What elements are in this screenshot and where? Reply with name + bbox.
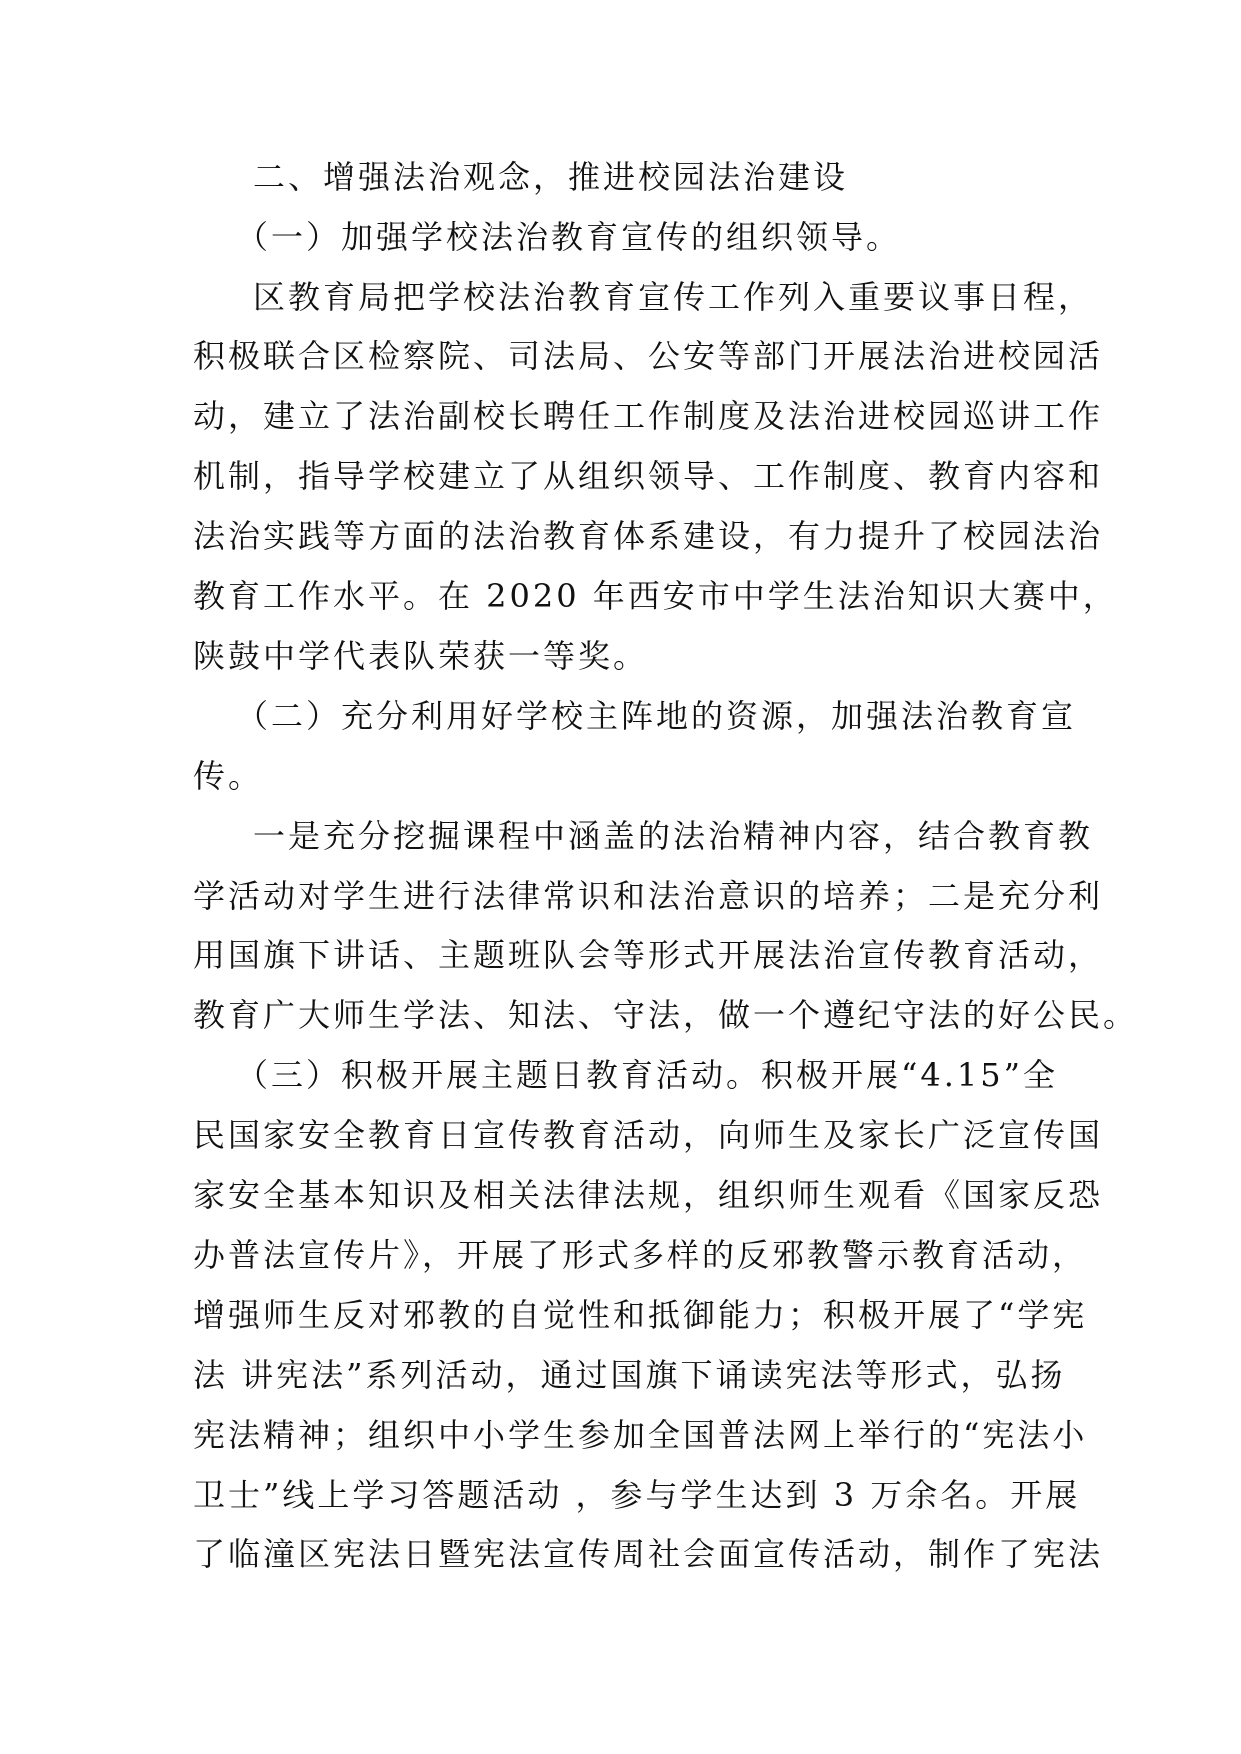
paragraph-1-line-1: 区教育局把学校法治教育宣传工作列入重要议事日程，: [253, 278, 1094, 316]
paragraph-2-line-2: 学活动对学生进行法律常识和法治意识的培养；二是充分利: [193, 877, 1104, 915]
paragraph-3-line-1: （三）积极开展主题日教育活动。积极开展“4.15”全: [236, 1056, 1058, 1094]
paragraph-2-line-3: 用国旗下讲话、主题班队会等形式开展法治宣传教育活动，: [193, 936, 1104, 974]
paragraph-1-line-3: 动，建立了法治副校长聘任工作制度及法治进校园巡讲工作: [193, 397, 1104, 435]
paragraph-2-line-4: 教育广大师生学法、知法、守法，做一个遵纪守法的好公民。: [193, 996, 1139, 1034]
paragraph-3-line-6: 法 讲宪法”系列活动，通过国旗下诵读宪法等形式，弘扬: [193, 1356, 1066, 1394]
paragraph-2-line-1: 一是充分挖掘课程中涵盖的法治精神内容，结合教育教: [253, 817, 1094, 855]
paragraph-1-line-6: 教育工作水平。在 2020 年西安市中学生法治知识大赛中，: [193, 577, 1118, 615]
paragraph-3-line-7: 宪法精神；组织中小学生参加全国普法网上举行的“宪法小: [193, 1416, 1088, 1454]
subsection-heading-2-line-1: （二）充分利用好学校主阵地的资源，加强法治教育宣: [236, 697, 1077, 735]
paragraph-1-line-5: 法治实践等方面的法治教育体系建设，有力提升了校园法治: [193, 517, 1104, 555]
paragraph-3-line-3: 家安全基本知识及相关法律法规，组织师生观看《国家反恐: [193, 1176, 1104, 1214]
subsection-heading-2-line-2: 传。: [193, 757, 264, 795]
subsection-heading-1: （一）加强学校法治教育宣传的组织领导。: [236, 218, 902, 256]
paragraph-3-line-4: 办普法宣传片》，开展了形式多样的反邪教警示教育活动，: [193, 1236, 1088, 1274]
paragraph-1-line-4: 机制，指导学校建立了从组织领导、工作制度、教育内容和: [193, 457, 1104, 495]
paragraph-1-line-7: 陕鼓中学代表队荣获一等奖。: [193, 637, 649, 675]
section-heading: 二、增强法治观念，推进校园法治建设: [253, 158, 849, 196]
paragraph-3-line-5: 增强师生反对邪教的自觉性和抵御能力；积极开展了“学宪: [193, 1296, 1088, 1334]
paragraph-1-line-2: 积极联合区检察院、司法局、公安等部门开展法治进校园活: [193, 337, 1104, 375]
paragraph-3-line-9: 了临潼区宪法日暨宪法宣传周社会面宣传活动，制作了宪法: [193, 1535, 1104, 1573]
paragraph-3-line-2: 民国家安全教育日宣传教育活动，向师生及家长广泛宣传国: [193, 1116, 1104, 1154]
paragraph-3-line-8: 卫士”线上学习答题活动 ，参与学生达到 3 万余名。开展: [193, 1476, 1081, 1514]
